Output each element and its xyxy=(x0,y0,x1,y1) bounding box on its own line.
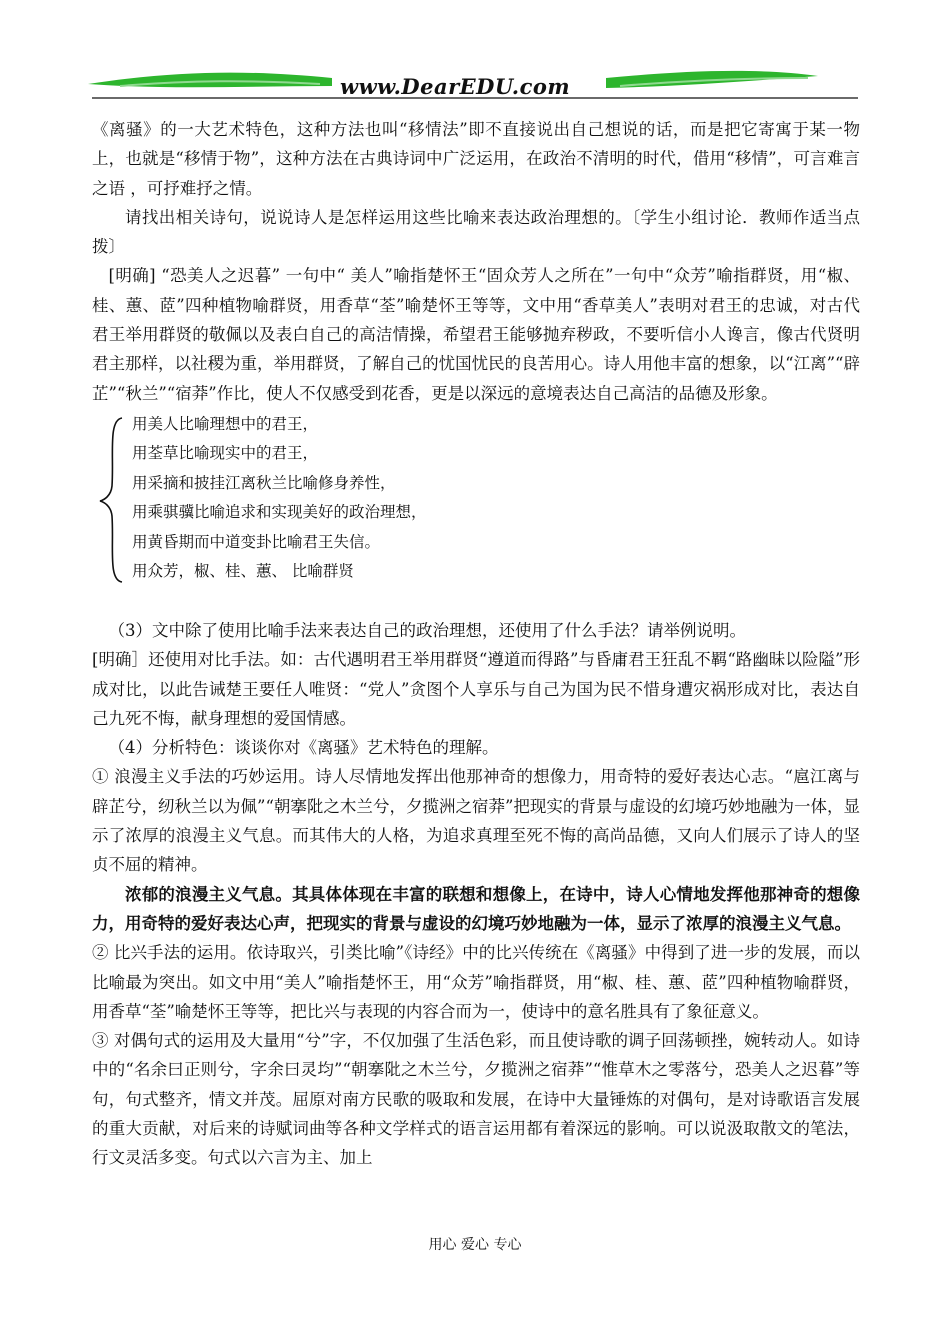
curly-brace-graphic xyxy=(98,416,128,584)
paragraph-answer-metaphor: [明确] “恐美人之迟暮” 一句中“ 美人”喻指楚怀王“固众芳人之所在”一句中“众芳”喻指群贤，用“椒、桂、蕙、茝”四种植物喻群贤，用香草“荃”喻楚怀王等等，文中用“香草美人”表明对君王的忠诚，对古代君王举用群贤的敬佩以及表白自己的高洁情操，希望君王能够抛弃秽政，不要听信小人谗言，像古代贤明君主那样，以社稷为重，举用群贤，了解自己的忧国忧民的良苦用心。诗人用他丰富的想象，以“江离”“辟芷”“秋兰”“宿莽”作比，使人不仅感受到花香，更是以深远的意境表达自己高洁的品德及形象。 xyxy=(92,266,860,403)
document-body xyxy=(92,115,860,1173)
point-1: ① 浪漫主义手法的巧妙运用。诗人尽情地发挥出他那神奇的想像力，用奇特的爱好表达心志。“扈江离与辟芷兮，纫秋兰以为佩”“朝搴阰之木兰兮，夕揽洲之宿莽”把现实的背景与虚设的幻境巧妙地融为一体，显示了浓厚的浪漫主义气息。而其伟大的人格，为追求真理至死不悔的高尚品德，又向人们展示了诗人的坚贞不屈的精神。 xyxy=(92,767,860,875)
question-4: （4）分析特色：谈谈你对《离骚》艺术特色的理解。 xyxy=(108,738,499,758)
paragraph-task: 请找出相关诗句，说说诗人是怎样运用这些比喻来表达政治理想的。〔学生小组讨论．教师作适当点拨〕 xyxy=(92,207,860,257)
answer-3: [明确］还使用对比手法。如：古代遇明君王举用群贤“遵道而得路”与昏庸君王狂乱不羁“路幽昧以险隘”形成对比，以此告诫楚王要任人唯贤：“党人”贪图个人享乐与自己为国为民不惜身遭灾祸形成对比，表达自己九死不悔，献身理想的爱国情感。 xyxy=(92,650,860,728)
list-item: 用黄昏期而中道变卦比喻君王失信。 xyxy=(132,532,381,551)
paragraph-intro: 《离骚》的一大艺术特色，这种方法也叫“移情法”即不直接说出自己想说的话，而是把它寄寓于某一物上，也就是“移情于物”，这种方法在古典诗词中广泛运用，在政治不清明的时代，借用“移情”，可言难言之语 ，可抒难抒之情。 xyxy=(92,120,860,198)
metaphor-summary-list xyxy=(92,410,860,586)
page-footer: 用心 爱心 专心 xyxy=(428,1237,522,1253)
page-header xyxy=(0,0,950,104)
question-3: （3）文中除了使用比喻手法来表达自己的政治理想，还使用了什么手法？请举例说明。 xyxy=(108,620,746,640)
point-2: ② 比兴手法的运用。依诗取兴，引类比喻”《诗经》中的比兴传统在《离骚》中得到了进一步的发展，而以比喻最为突出。如文中用“美人”喻指楚怀王，用“众芳”喻指群贤，用“椒、桂、蕙、茝”四种植物喻群贤，用香草“荃”喻楚怀王等等，把比兴与表现的内容合而为一，使诗中的意名胜具有了象征意义。 xyxy=(92,943,860,1021)
point-3: ③ 对偶句式的运用及大量用“兮”字，不仅加强了生活色彩，而且使诗歌的调子回荡顿挫，婉转动人。如诗中的“名余曰正则兮，字余曰灵均”“朝搴阰之木兰兮，夕揽洲之宿莽”“惟草木之零落兮，恐美人之迟暮”等句，句式整齐，情文并茂。屈原对南方民歌的吸取和发展，在诗中大量锤炼的对偶句，是对诗歌语言发展的重大贡献，对后来的诗赋词曲等各种文学样式的语言运用都有着深远的影响。可以说汲取散文的笔法，行文灵活多变。句式以六言为主、加上 xyxy=(92,1031,860,1168)
list-item: 用众芳，椒、桂、蕙、 比喻群贤 xyxy=(132,562,354,580)
list-item: 用采摘和披挂江离秋兰比喻修身养性， xyxy=(132,473,396,492)
list-item: 用乘骐骥比喻追求和实现美好的政治理想， xyxy=(132,503,427,522)
site-logo-text[interactable]: www.DearEDU.com xyxy=(340,74,571,99)
bold-paragraph: 浓郁的浪漫主义气息。其具体体现在丰富的联想和想像上，在诗中，诗人心情地发挥他那神奇的想像力，用奇特的爱好表达心声，把现实的背景与虚设的幻境巧妙地融为一体，显示了浓厚的浪漫主义气息。 xyxy=(92,884,860,933)
list-item: 用荃草比喻现实中的君王， xyxy=(132,444,319,463)
list-item: 用美人比喻理想中的君王， xyxy=(132,414,319,433)
